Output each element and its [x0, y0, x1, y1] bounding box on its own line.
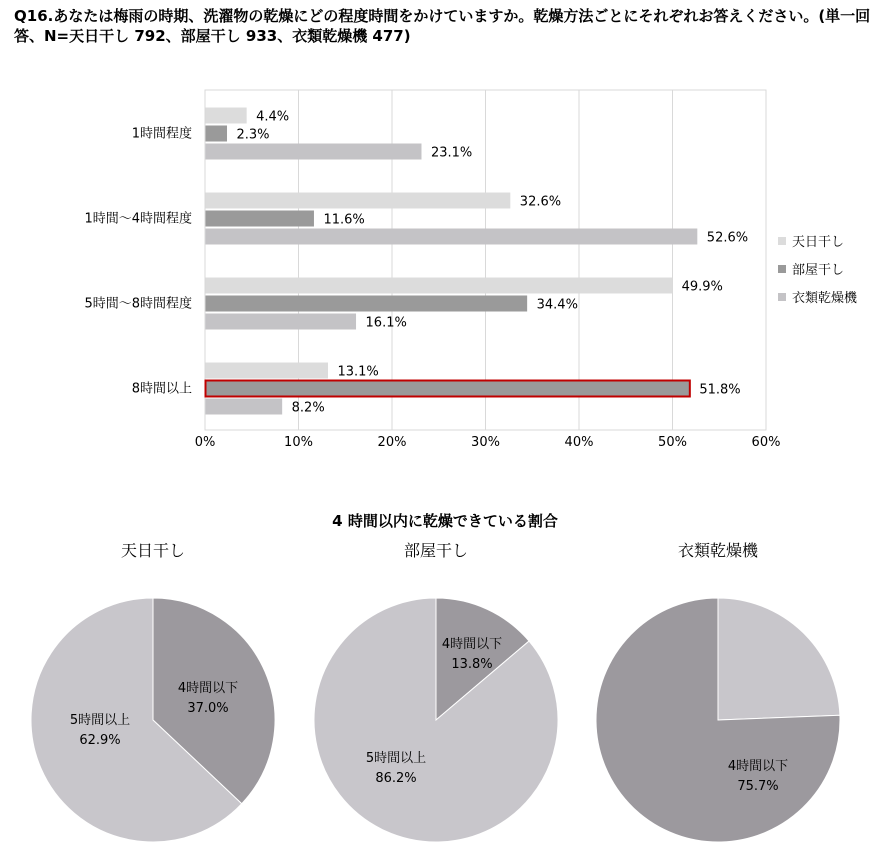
data-label: 23.1%	[430, 145, 473, 161]
bar	[206, 108, 247, 124]
pie-title: 天日干し	[120, 541, 186, 560]
slice-value: 62.9%	[79, 733, 121, 748]
legend-label: 衣類乾燥機	[792, 291, 858, 306]
x-tick-label: 50%	[658, 435, 687, 450]
pie-slice	[718, 598, 840, 720]
data-label: 4.4%	[256, 109, 290, 125]
bar	[206, 211, 314, 227]
pie-section-title: 4 時間以内に乾燥できている割合	[332, 512, 558, 530]
slice-value: 37.0%	[187, 701, 229, 716]
bar	[206, 363, 328, 379]
slice-label: 5時間以上	[365, 751, 427, 766]
slice-label: 5時間以上	[69, 713, 131, 728]
bar	[206, 381, 690, 397]
legend-swatch	[778, 293, 786, 301]
legend-swatch	[778, 237, 786, 245]
legend-swatch	[778, 265, 786, 273]
slice-value: 13.8%	[451, 657, 493, 672]
category-label: 5時間～8時間程度	[84, 296, 192, 312]
bar	[206, 278, 673, 294]
slice-value: 75.7%	[737, 779, 779, 794]
slice-label: 4時間以下	[441, 637, 503, 652]
category-label: 1時間程度	[131, 126, 192, 142]
data-label: 51.8%	[699, 382, 741, 398]
bar	[206, 193, 511, 209]
x-tick-label: 60%	[751, 435, 781, 450]
data-label: 2.3%	[236, 127, 270, 143]
bar	[206, 314, 357, 330]
question-text: Q16.あなたは梅雨の時期、洗濯物の乾燥にどの程度時間をかけていますか。乾燥方法ごとにそれぞれお答えください。(単一回答、N=天日干し 792、部屋干し 933、衣類乾燥機 477)	[14, 7, 871, 45]
data-label: 52.6%	[706, 230, 749, 246]
x-tick-label: 0%	[194, 435, 216, 450]
bar	[206, 126, 228, 142]
slice-label: 4時間以下	[177, 681, 239, 696]
bar-chart	[84, 90, 858, 450]
data-label: 11.6%	[323, 212, 365, 228]
category-label: 1時間～4時間程度	[84, 211, 192, 227]
x-tick-label: 40%	[564, 435, 594, 450]
pie-charts	[31, 512, 840, 842]
data-label: 34.4%	[536, 297, 578, 313]
data-label: 8.2%	[291, 400, 325, 416]
bar	[206, 399, 283, 415]
x-tick-label: 30%	[471, 435, 500, 450]
category-label: 8時間以上	[131, 381, 192, 397]
slice-label: 4時間以下	[727, 759, 789, 774]
data-label: 13.1%	[337, 364, 379, 380]
data-label: 16.1%	[365, 315, 407, 331]
bar	[206, 296, 528, 312]
legend-label: 部屋干し	[792, 263, 845, 278]
pie-title: 部屋干し	[403, 541, 469, 560]
x-tick-label: 20%	[377, 435, 407, 450]
x-tick-label: 10%	[284, 435, 313, 450]
data-label: 49.9%	[681, 279, 723, 295]
pie-title: 衣類乾燥機	[677, 541, 759, 560]
bar	[206, 229, 698, 245]
slice-value: 86.2%	[375, 771, 417, 786]
bar	[206, 144, 422, 160]
legend-label: 天日干し	[792, 235, 845, 250]
data-label: 32.6%	[519, 194, 562, 210]
